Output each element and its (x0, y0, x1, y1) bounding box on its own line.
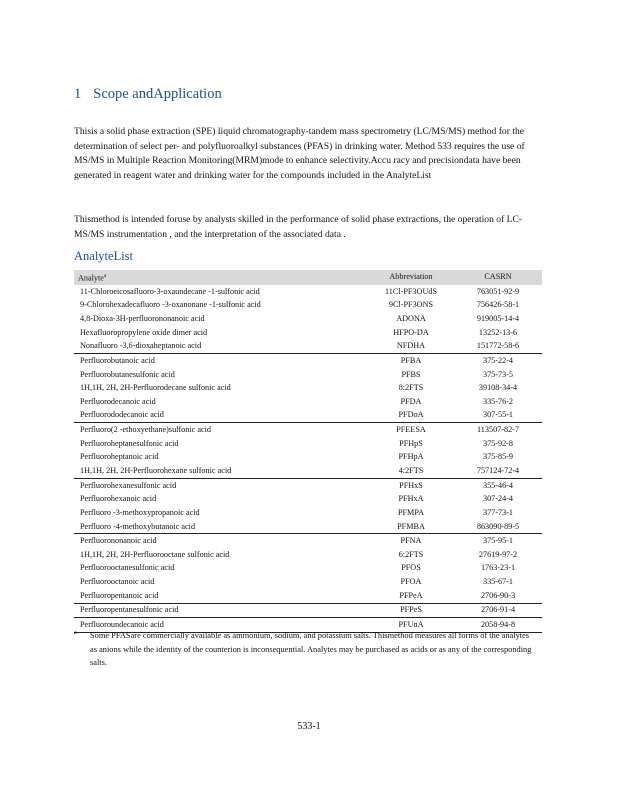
table-row (74, 299, 542, 313)
casrn-cell: 113507-82-7 (454, 423, 542, 437)
casrn-cell: 757124-72-4 (476, 465, 520, 475)
analyte-name-cell: Perfluorohexanesulfonic acid (74, 478, 368, 492)
table-header-row (74, 270, 542, 285)
table-row (74, 285, 542, 299)
column-header-abbreviation: Abbreviation (368, 270, 454, 285)
table-row (74, 395, 542, 409)
column-header-casrn: CASRN (454, 270, 542, 285)
column-header-analyte: Analyte$^a$ (74, 270, 368, 285)
analyte-name-cell: Perfluoro -3-methoxypropanoic acid (80, 507, 200, 517)
casrn-cell: 375-95-1 (454, 534, 542, 548)
abbreviation-cell: PFMPA (397, 507, 425, 517)
casrn-cell: 375-92-8 (482, 438, 513, 448)
analyte-name-cell: 11-Chloroeicosafluoro-3-oxaundecane -1-sulfonic acid (80, 286, 260, 296)
abbreviation-cell: ADONA (396, 313, 426, 323)
casrn-cell: 335-76-2 (482, 396, 513, 406)
section-title: Scope andApplication (93, 86, 222, 102)
analyte-name-cell: Perfluorooctanoic acid (80, 577, 155, 587)
table-row (74, 493, 542, 507)
footnote-text: Some PFASare commercially available as ammonium, sodium, and potassium salts. Thismethod measures all forms of the analytes as anions while the identity of the counterion is inconsequential. Analytes may be purchased as acids or as any of the corresponding salts. (90, 631, 532, 668)
abbreviation-cell: PFOS (401, 563, 421, 573)
table-row (74, 368, 542, 382)
abbreviation-cell: HFPO-DA (393, 327, 429, 337)
table-footnote (74, 629, 542, 670)
casrn-cell: 756426-58-1 (476, 300, 520, 310)
analyte-name-cell: Perfluorobutanoic acid (74, 354, 368, 368)
casrn-cell: 1763-23-1 (480, 563, 516, 573)
table-row (74, 354, 542, 368)
abbreviation-cell: 6:2FTS (398, 549, 424, 559)
analyte-list-title: AnalyteList (74, 249, 134, 263)
intended-use-paragraph: Thismethod is intended foruse by analysts skilled in the performance of solid phase extractions, the operation of LC-MS/MS instrumentation , and the interpretation of the associated data . (74, 214, 523, 240)
abbreviation-cell: 8:2FTS (398, 383, 424, 393)
analyte-name-cell: Perfluoroheptanoic acid (80, 452, 159, 462)
table-row (74, 520, 542, 534)
casrn-cell: 2706-91-4 (454, 603, 542, 618)
abbreviation-cell: PFDoA (398, 410, 424, 420)
analyte-name-cell: Perfluoro -4-methoxybutanoic acid (80, 521, 196, 531)
analyte-name-cell: Hexafluoropropylene oxide dimer acid (80, 327, 208, 337)
analyte-name-cell: Perfluorononanoic acid (74, 534, 368, 548)
abbreviation-cell: PFHpA (398, 452, 424, 462)
page-number: 533-1 (297, 721, 321, 732)
analyte-name-cell: Perfluoro(2 -ethoxyethane)sulfonic acid (74, 423, 368, 437)
casrn-cell: 377-73-1 (482, 507, 513, 517)
analyte-name-cell: Perfluorooctanesulfonic acid (80, 563, 175, 573)
table-row (74, 562, 542, 576)
casrn-cell: 307-24-4 (482, 494, 513, 504)
casrn-cell: 863090-89-5 (476, 521, 520, 531)
section-heading (74, 86, 222, 103)
casrn-cell: 375-73-5 (482, 369, 513, 379)
analyte-name-cell: 9-Chlorohexadecafluoro -3-oxanonane -1-sulfonic acid (80, 300, 261, 310)
table-row (74, 423, 542, 437)
analyte-name-cell: Perfluoroheptanesulfonic acid (80, 438, 179, 448)
analyte-name-cell: 1H,1H, 2H, 2H-Perfluorohexane sulfonic acid (80, 465, 232, 475)
analyte-name-cell: Perfluorohexanoic acid (80, 494, 157, 504)
casrn-cell: 2058-94-8 (454, 618, 542, 633)
table-row (74, 340, 542, 354)
section-number: 1 (74, 86, 82, 102)
casrn-cell: 919005-14-4 (476, 313, 520, 323)
abbreviation-cell: PFUnA (368, 618, 454, 633)
table-row (74, 548, 542, 562)
table-row (74, 575, 542, 589)
abbreviation-cell: NFDHA (396, 341, 426, 351)
table-row (74, 409, 542, 423)
scope-paragraph: Thisis a solid phase extraction (SPE) liquid chromatography-tandem mass spectrometry (LC/MS/MS) method for the determination of select per- and polyfluoroalkyl substances (PFAS) in drinking water. Method 533 requires the use of MS/MS in Multiple Reaction Monitoring(MRM)mode to enhance selectivity.Accu racy and precisiondata have been generated in reagent water and drinking water for the compounds included in the AnalyteList (74, 126, 525, 182)
footnote-reference: a (103, 273, 107, 279)
abbreviation-cell: PFHxA (398, 494, 424, 504)
casrn-cell: 355-46-4 (454, 478, 542, 492)
casrn-cell: 39108-34-4 (478, 383, 518, 393)
abbreviation-cell: PFNA (368, 534, 454, 548)
table-row (74, 589, 542, 603)
abbreviation-cell: PFEESA (368, 423, 454, 437)
abbreviation-cell: PFDA (400, 396, 422, 406)
abbreviation-cell: PFHxS (368, 478, 454, 492)
abbreviation-cell: PFBS (401, 369, 421, 379)
table-row (74, 464, 542, 478)
casrn-cell: 307-55-1 (482, 410, 513, 420)
analyte-name-cell: Nonafluoro -3,6-dioxaheptanoic acid (80, 341, 202, 351)
abbreviation-cell: 4:2FTS (398, 465, 424, 475)
casrn-cell: 763051-92-9 (476, 286, 520, 296)
casrn-cell: 2706-90-3 (480, 590, 516, 600)
abbreviation-cell: PFHpS (399, 438, 423, 448)
casrn-cell: 27619-97-2 (478, 549, 518, 559)
analyte-name-cell: 1H,1H, 2H, 2H-Perfluorodecane sulfonic acid (80, 383, 231, 393)
abbreviation-cell: PFOA (400, 577, 422, 587)
analyte-name-cell: Perfluorododecanoic acid (80, 410, 164, 420)
table-row (74, 312, 542, 326)
analyte-name-cell: Perfluoropentanesulfonic acid (74, 603, 368, 618)
table-row (74, 478, 542, 492)
abbreviation-cell: 9Cl-PF3ONS (388, 300, 434, 310)
casrn-cell: 375-85-9 (482, 452, 513, 462)
analyte-name-cell: 4,8-Dioxa-3H-perfluorononanoic acid (80, 313, 205, 323)
analyte-name-cell: Perfluoropentanoic acid (80, 590, 159, 600)
analyte-name-cell: 1H,1H, 2H, 2H-Perfluorooctane sulfonic acid (80, 549, 230, 559)
casrn-cell: 151772-58-6 (476, 341, 520, 351)
abbreviation-cell: PFMBA (397, 521, 425, 531)
casrn-cell: 375-22-4 (454, 354, 542, 368)
analyte-name-cell: Perfluoroundecanoic acid (74, 618, 368, 633)
table-row (74, 437, 542, 451)
abbreviation-cell: 11Cl-PF3OUdS (384, 286, 438, 296)
analyte-table-body (74, 285, 542, 633)
table-row (74, 381, 542, 395)
table-row (74, 603, 542, 618)
casrn-cell: 335-67-1 (482, 577, 513, 587)
abbreviation-cell: PFBA (368, 354, 454, 368)
table-row (74, 506, 542, 520)
table-row (74, 451, 542, 465)
footnote-mark: a (74, 630, 77, 636)
analyte-table (74, 270, 542, 633)
abbreviation-cell: PFPeA (399, 590, 423, 600)
abbreviation-cell: PFPeS (368, 603, 454, 618)
table-row (74, 326, 542, 340)
analyte-name-cell: Perfluorodecanoic acid (80, 396, 156, 406)
analyte-name-cell: Perfluorobutanesulfonic acid (80, 369, 175, 379)
casrn-cell: 13252-13-6 (478, 327, 518, 337)
table-row (74, 534, 542, 548)
